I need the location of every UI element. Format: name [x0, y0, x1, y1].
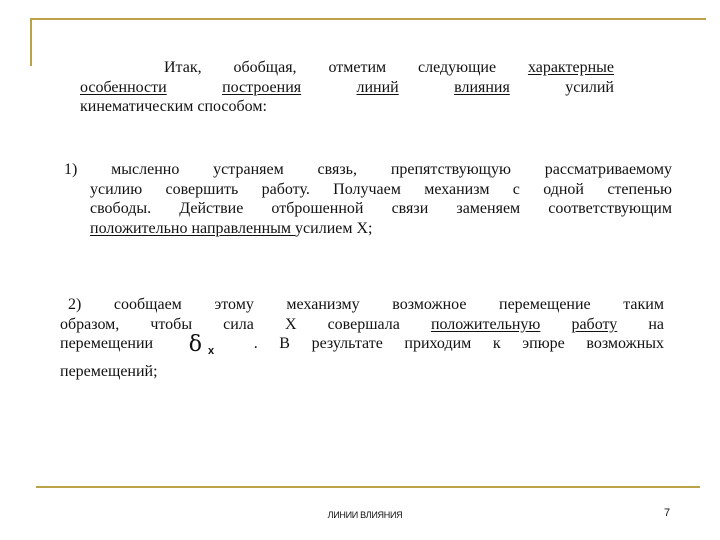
step-1-paragraph: [64, 160, 672, 238]
frame-top-line: [30, 18, 706, 20]
step-2-line-1: 2) сообщаем этому механизму возможное перемещение таким: [68, 296, 664, 313]
step-1-line-1: 1) мысленно устраняем связь, препятствующую рассматриваемому: [64, 161, 672, 178]
footer-title: ЛИНИИ ВЛИЯНИЯ: [327, 510, 403, 520]
underlined-term: построения: [222, 78, 302, 96]
intro-paragraph: [80, 58, 614, 117]
underlined-term: работу: [571, 315, 618, 333]
step-1-line-3: свободы. Действие отброшенной связи заменяем соответствующим: [90, 200, 672, 217]
delta-subscript: x: [207, 345, 215, 357]
underlined-term: положительно направленным: [90, 219, 296, 237]
step-2-paragraph: [60, 295, 664, 381]
underlined-term: линий: [356, 78, 399, 96]
underlined-term: влияния: [454, 78, 510, 96]
underlined-term: положительную: [430, 315, 541, 333]
intro-line-1: Итак, обобщая, отметим следующие характерные: [164, 59, 614, 76]
frame-left-line: [30, 18, 32, 66]
step-1-line-4: положительно направленным усилием X;: [90, 219, 373, 237]
step-2-line-3: перемещении δ $_x$ . В результате приходим к эпюре возможных: [60, 332, 664, 357]
intro-line-2: особенности построения линий влияния усилий: [80, 78, 614, 96]
underlined-term: особенности: [80, 78, 167, 96]
frame-bottom-line: [36, 486, 700, 488]
page-number: 7: [664, 507, 671, 519]
delta-symbol: δ: [188, 332, 202, 357]
intro-line-3: кинематическим способом:: [80, 98, 267, 115]
step-1-line-2: усилию совершить работу. Получаем механизм с одной степенью: [90, 180, 672, 198]
step-2-line-4: перемещений;: [60, 362, 158, 380]
step-2-line-2: образом, чтобы сила X совершала положительную работу на: [60, 315, 664, 333]
underlined-term: характерные: [527, 59, 614, 76]
